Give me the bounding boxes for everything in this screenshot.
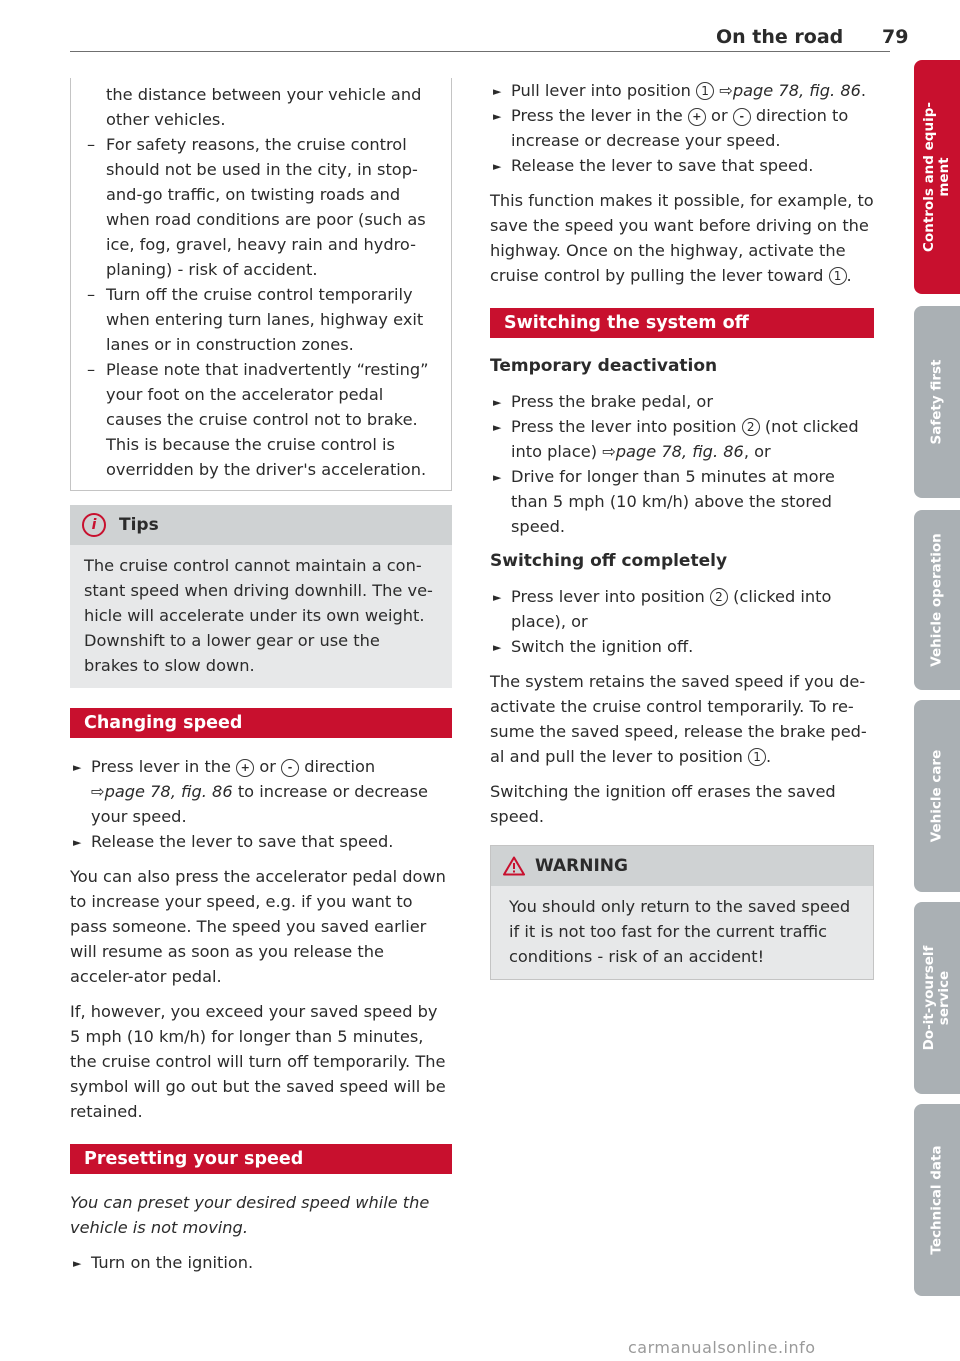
header-title: On the road [716, 26, 844, 48]
minus-symbol: - [281, 759, 299, 777]
right-column [490, 78, 874, 980]
warning-header [491, 846, 873, 886]
tab-technical-data[interactable] [914, 1104, 960, 1296]
plus-symbol: + [236, 759, 254, 777]
tab-label: Vehicle care [928, 749, 945, 843]
step-item: ► Drive for longer than 5 minutes at more than 5 mph (10 km/h) above the stored speed. [493, 467, 835, 536]
step-item: ► Press the brake pedal, or [490, 389, 874, 414]
paragraph: If, however, you exceed your saved speed by 5 mph (10 km/h) for longer than 5 minutes, the cruise control will turn off temporarily. The symbol will go out but the saved speed will be retained. [70, 1002, 446, 1121]
tab-vehicle-operation[interactable] [914, 510, 960, 690]
info-icon: i [82, 513, 106, 537]
tab-vehicle-care[interactable] [914, 700, 960, 892]
tab-label: Controls and equip- ment [921, 102, 952, 252]
position-number: 1 [696, 82, 714, 100]
warning-lead: the distance between your vehicle and other vehicles. [106, 85, 422, 129]
step-item: ► Release the lever to save that speed. [70, 829, 452, 854]
step-arrow-icon: ► [73, 836, 82, 849]
section-heading-switching-off: Switching the system off [490, 308, 874, 338]
warning-triangle-icon [503, 856, 525, 876]
warning-body: You should only return to the saved speed if it is not too fast for the current traffic conditions - risk of an accident! [491, 886, 873, 979]
warning-box [490, 845, 874, 980]
position-number: 1 [748, 748, 766, 766]
warning-item: – Turn off the cruise control temporarily when entering turn lanes, highway exit lanes or in construction zones. [87, 285, 424, 354]
tab-label: Do-it-yourself service [921, 945, 952, 1051]
step-arrow-icon: ► [493, 110, 502, 123]
step-item: ► Turn on the ignition. [70, 1250, 452, 1275]
step-arrow-icon: ► [73, 761, 82, 774]
minus-symbol: - [733, 108, 751, 126]
warning-item: – For safety reasons, the cruise control should not be used in the city, in stop-and-go traffic, on twisting roads and when road conditions are poor (such as ice, fog, gravel, heavy rain and hydro-planing) - risk of accident. [87, 135, 426, 279]
warning-item: – Please note that inadvertently “resting” your foot on the accelerator pedal causes the cruise control not to brake. This is because the cruise control is overridden by the driver's acceleration. [87, 360, 429, 479]
step-item: ► Release the lever to save that speed. [490, 153, 874, 178]
subheading-temporary: Temporary deactivation [490, 356, 718, 376]
tab-safety-first[interactable] [914, 306, 960, 498]
page-number: 79 [882, 26, 909, 48]
paragraph: This function makes it possible, for example, to save the speed you want before driving on the highway. Once on the highway, activate the cruise control by pulling the lever toward 1 . [490, 191, 874, 285]
watermark: carmanualsonline.info [628, 1338, 816, 1357]
tab-do-it-yourself-service[interactable] [914, 902, 960, 1094]
page-reference: ⇨page 78, fig. 86 [602, 442, 744, 461]
step-item: ► Press the lever into position 2 (not clicked into place) ⇨page 78, fig. 86, or [493, 417, 859, 461]
step-item: ► Pull lever into position 1 ⇨page 78, fig. 86. [490, 78, 874, 103]
step-arrow-icon: ► [493, 471, 502, 484]
chapter-tabs [914, 0, 960, 1361]
step-item: ► Switch the ignition off. [490, 634, 874, 659]
paragraph: Switching the ignition off erases the saved speed. [490, 782, 836, 826]
intro-text: You can preset your desired speed while the vehicle is not moving. [70, 1193, 430, 1237]
paragraph: You can also press the accelerator pedal down to increase your speed, e.g. if you want to pass someone. The speed you saved earlier will resume as soon as you release the acceler-ator pedal. [70, 867, 446, 986]
tips-body: The cruise control cannot maintain a con-stant speed when driving downhill. The ve-hicle will accelerate under its own weight. Downshift to a lower gear or use the brakes to slow down. [70, 545, 452, 688]
step-arrow-icon: ► [73, 1257, 82, 1270]
plus-symbol: + [688, 108, 706, 126]
position-number: 2 [742, 418, 760, 436]
tab-label: Safety first [928, 359, 945, 445]
step-item: ► Press lever into position 2 (clicked into place), or [493, 587, 832, 631]
page-reference: ⇨page 78, fig. 86 [719, 81, 861, 100]
tips-box [70, 505, 452, 688]
header-rule [70, 51, 890, 52]
step-arrow-icon: ► [493, 85, 502, 98]
step-item: ► Press lever in the + or - direction ⇨page 78, fig. 86 to increase or decrease your speed. [73, 757, 428, 826]
section-heading-changing-speed: Changing speed [70, 708, 452, 738]
step-arrow-icon: ► [493, 396, 502, 409]
tab-controls-and-equipment[interactable] [914, 60, 960, 294]
step-arrow-icon: ► [493, 591, 502, 604]
tips-title: Tips [119, 514, 159, 535]
position-number: 2 [710, 588, 728, 606]
page-reference: ⇨page 78, fig. 86 [91, 782, 233, 801]
step-arrow-icon: ► [493, 421, 502, 434]
tips-header [70, 505, 452, 545]
step-arrow-icon: ► [493, 641, 502, 654]
warning-continuation [70, 78, 452, 491]
tab-label: Technical data [928, 1145, 945, 1255]
position-number: 1 [829, 267, 847, 285]
warning-title: WARNING [535, 855, 628, 876]
paragraph: The system retains the saved speed if you de-activate the cruise control temporarily. To re-sume the saved speed, release the brake ped-al and pull the lever to position 1 . [490, 672, 867, 766]
step-arrow-icon: ► [493, 160, 502, 173]
tab-label: Vehicle operation [928, 533, 945, 667]
subheading-completely: Switching off completely [490, 551, 728, 571]
left-column [70, 78, 452, 1275]
step-item: ► Press the lever in the + or - direction to increase or decrease your speed. [493, 106, 849, 150]
section-heading-presetting: Presetting your speed [70, 1144, 452, 1174]
